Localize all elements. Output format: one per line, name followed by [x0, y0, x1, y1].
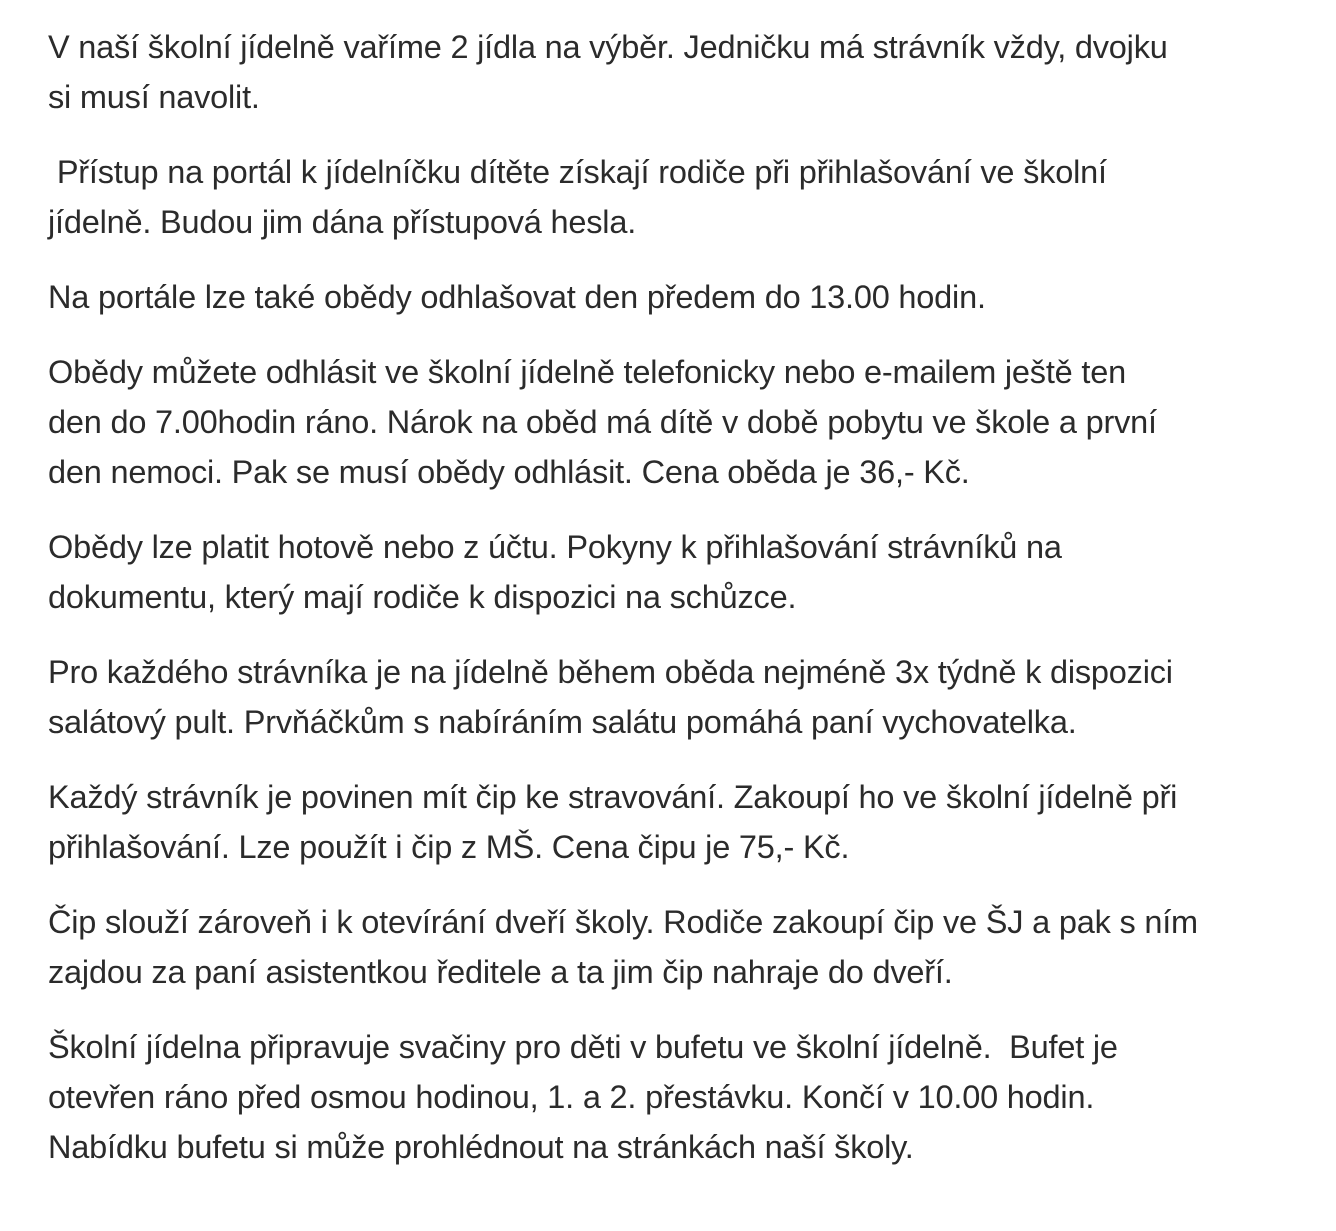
paragraph-chip	[48, 772, 1318, 872]
text-line: Pro každého strávníka je na jídelně během oběda nejméně 3x týdně k dispozici	[48, 654, 1173, 690]
text-line: Obědy můžete odhlásit ve školní jídelně telefonicky nebo e-mailem ještě ten	[48, 354, 1126, 390]
text-line: dokumentu, který mají rodiče k dispozici na schůzce.	[48, 579, 797, 615]
text-line: Nabídku bufetu si může prohlédnout na stránkách naší školy.	[48, 1129, 914, 1165]
paragraph-portal-cancel	[48, 272, 1318, 322]
text-line: Školní jídelna připravuje svačiny pro děti v bufetu ve školní jídelně. Bufet je	[48, 1029, 1118, 1065]
text-line: si musí navolit.	[48, 79, 260, 115]
paragraph-cancel-by-phone	[48, 347, 1318, 497]
paragraph-payment	[48, 522, 1318, 622]
text-line: přihlašování. Lze použít i čip z MŠ. Cena čipu je 75,- Kč.	[48, 829, 850, 865]
text-line: jídelně. Budou jim dána přístupová hesla.	[48, 204, 637, 240]
text-line: Přístup na portál k jídelníčku dítěte získají rodiče při přihlašování ve školní	[48, 154, 1107, 190]
paragraph-chip-doors	[48, 897, 1318, 997]
document-body	[48, 22, 1318, 1197]
text-line: salátový pult. Prvňáčkům s nabíráním salátu pomáhá paní vychovatelka.	[48, 704, 1077, 740]
paragraph-portal-access	[48, 147, 1318, 247]
text-line: zajdou za paní asistentkou ředitele a ta jim čip nahraje do dveří.	[48, 954, 953, 990]
paragraph-salad-bar	[48, 647, 1318, 747]
text-line: V naší školní jídelně vaříme 2 jídla na výběr. Jedničku má strávník vždy, dvojku	[48, 29, 1168, 65]
text-line: Každý strávník je povinen mít čip ke stravování. Zakoupí ho ve školní jídelně při	[48, 779, 1178, 815]
paragraph-menu-choice	[48, 22, 1318, 122]
text-line: Obědy lze platit hotově nebo z účtu. Pokyny k přihlašování strávníků na	[48, 529, 1062, 565]
text-line: den nemoci. Pak se musí obědy odhlásit. Cena oběda je 36,- Kč.	[48, 454, 970, 490]
text-line: Čip slouží zároveň i k otevírání dveří školy. Rodiče zakoupí čip ve ŠJ a pak s ním	[48, 904, 1198, 940]
paragraph-buffet	[48, 1022, 1318, 1172]
text-line: Na portále lze také obědy odhlašovat den předem do 13.00 hodin.	[48, 279, 986, 315]
text-line: otevřen ráno před osmou hodinou, 1. a 2. přestávku. Končí v 10.00 hodin.	[48, 1079, 1095, 1115]
text-line: den do 7.00hodin ráno. Nárok na oběd má dítě v době pobytu ve škole a první	[48, 404, 1157, 440]
